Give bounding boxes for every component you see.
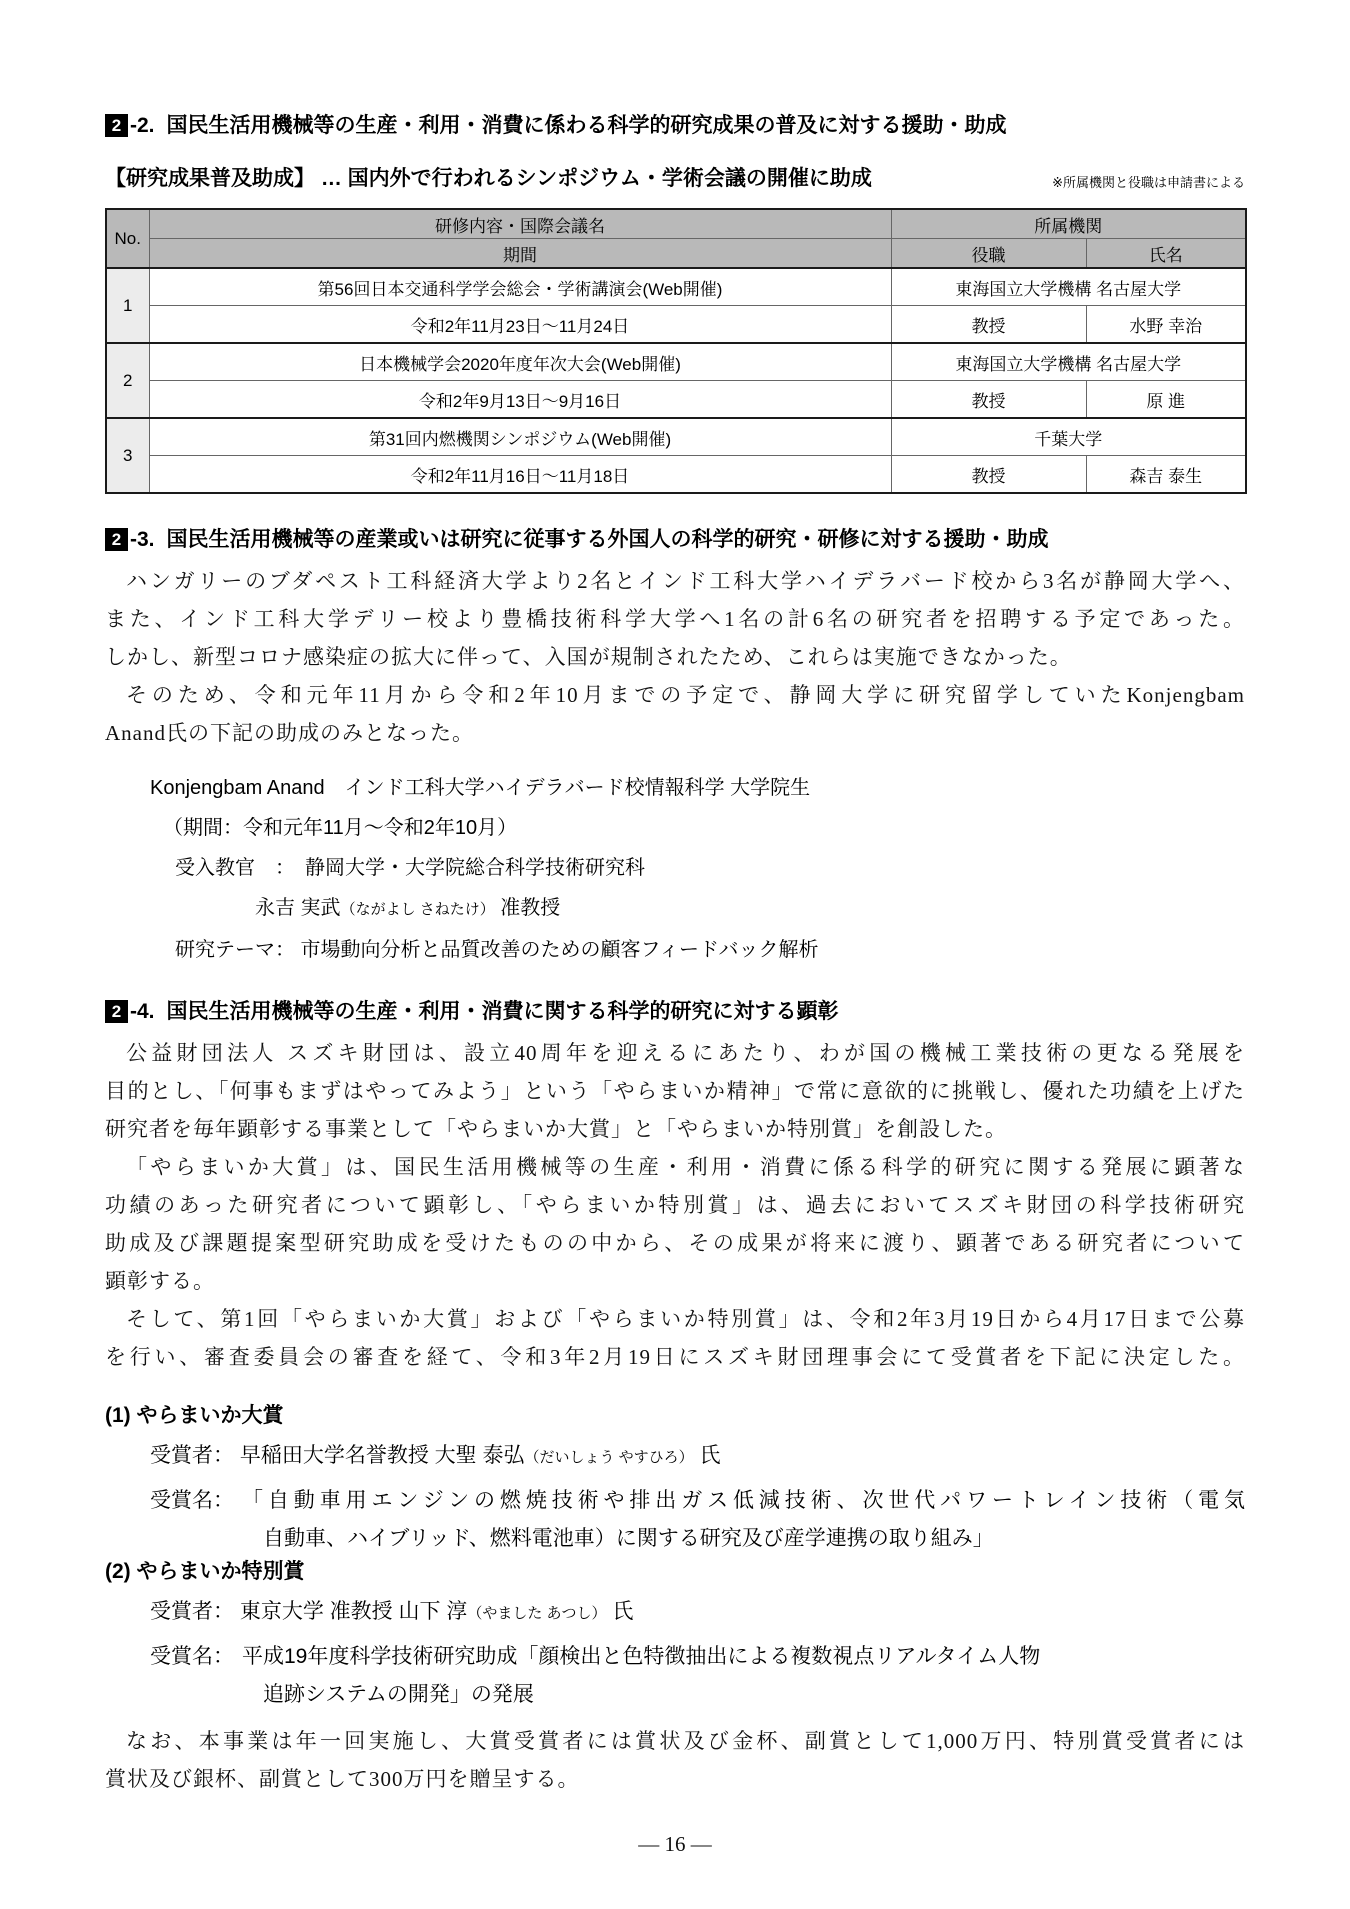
award-1-recipient [105, 1440, 1245, 1474]
recipient-name: 早稲田大学名誉教授 大聖 泰弘 [234, 1444, 525, 1467]
paragraph-line: を行い、審査委員会の審査を経て、令和3年2月19日にスズキ財団理事会にて受賞者を下記に決定した。 [105, 1345, 1245, 1369]
row-no: 1 [106, 268, 149, 343]
row-position: 教授 [891, 456, 1086, 494]
section-heading-2-3 [105, 526, 1245, 554]
row-affiliation: 千葉大学 [891, 418, 1246, 456]
table-row [106, 456, 1246, 494]
recipient-furigana: （やました あつし） [467, 1605, 607, 1622]
header-position: 役職 [891, 239, 1086, 269]
section-number: -2. [130, 114, 155, 137]
header-affiliation: 所属機関 [891, 209, 1246, 239]
table-row [106, 343, 1246, 381]
researcher-name-line: Konjengbam Anand インド工科大学ハイデラバード校情報科学 大学院生 [150, 777, 811, 799]
award-2-recipient [105, 1596, 1245, 1630]
recipient-name: 東京大学 准教授 山下 淳 [234, 1600, 468, 1623]
paragraph [105, 562, 1245, 676]
row-affiliation: 東海国立大学機構 名古屋大学 [891, 343, 1246, 381]
section-number: -4. [130, 1000, 155, 1023]
subtitle-row [105, 164, 1245, 194]
paragraph-line: 顕彰する。 [105, 1269, 215, 1293]
host-professor-line [105, 888, 1245, 930]
recipient-label: 受賞者： [150, 1444, 234, 1467]
section-number-badge: 2 [105, 114, 128, 137]
section-heading-2-2 [105, 112, 1245, 140]
award-name-body [242, 1482, 1245, 1558]
row-period: 令和2年11月23日～11月24日 [149, 306, 891, 344]
recipient-suffix: 氏 [693, 1444, 721, 1467]
host-professor-name: 永吉 実武 [255, 897, 341, 919]
paragraph [105, 676, 1245, 752]
award-name-label: 受賞名： [150, 1645, 234, 1668]
section-number-badge: 2 [105, 1000, 128, 1023]
header-name: 氏名 [1086, 239, 1246, 269]
row-name: 森吉 泰生 [1086, 456, 1246, 494]
paragraph-line: 研究者を毎年顕彰する事業として「やらまいか大賞」と「やらまいか特別賞」を創設した。 [105, 1117, 1007, 1141]
section-number-badge: 2 [105, 528, 128, 551]
paragraph-line: そして、第1回「やらまいか大賞」および「やらまいか特別賞」は、令和2年3月19日から4月17日まで公募 [126, 1307, 1245, 1331]
host-professor-title: 准教授 [494, 897, 561, 919]
award-name-line: 平成19年度科学技術研究助成「顔検出と色特徴抽出による複数視点リアルタイム人物 [242, 1645, 1041, 1668]
row-content: 第56回日本交通科学学会総会・学術講演会(Web開催) [149, 268, 891, 306]
paragraph-line: なお、本事業は年一回実施し、大賞受賞者には賞状及び金杯、副賞として1,000万円、特別賞受賞者には [126, 1729, 1245, 1753]
row-affiliation: 東海国立大学機構 名古屋大学 [891, 268, 1246, 306]
page-number: — 16 — [638, 1832, 712, 1856]
grant-table [105, 208, 1247, 494]
researcher-period-line: （期間：令和元年11月～令和2年10月） [163, 817, 518, 839]
header-content: 研修内容・国際会議名 [149, 209, 891, 239]
grant-subtitle: 【研究成果普及助成】 … 国内外で行われるシンポジウム・学術会議の開催に助成 [105, 167, 872, 190]
recipient-label: 受賞者： [150, 1600, 234, 1623]
paragraph-line: しかし、新型コロナ感染症の拡大に伴って、入国が規制されたため、これらは実施できなかった。 [105, 645, 1072, 669]
award-1-heading: (1) やらまいか大賞 [105, 1404, 284, 1427]
table-header [106, 209, 1246, 268]
table-row [106, 268, 1246, 306]
paragraph-line: また、インド工科大学デリー校より豊橋技術科学大学へ1名の計6名の研究者を招聘する予定であった。 [105, 607, 1245, 631]
row-no: 3 [106, 418, 149, 493]
row-no: 2 [106, 343, 149, 418]
table-row [106, 381, 1246, 419]
award-name-label: 受賞名： [150, 1489, 234, 1512]
paragraph-line: 賞状及び銀杯、副賞として300万円を贈呈する。 [105, 1767, 580, 1791]
row-name: 原 進 [1086, 381, 1246, 419]
recipient-suffix: 氏 [606, 1600, 634, 1623]
section-title: 国民生活用機械等の生産・利用・消費に係わる科学的研究成果の普及に対する援助・助成 [166, 114, 1007, 137]
award-name-line: 追跡システムの開発」の発展 [263, 1683, 534, 1706]
paragraph-line: 助成及び課題提案型研究助成を受けたものの中から、その成果が将来に渡り、顕著である研究者について [105, 1231, 1245, 1255]
row-name: 水野 幸治 [1086, 306, 1246, 344]
row-content: 日本機械学会2020年度年次大会(Web開催) [149, 343, 891, 381]
award-2-name [105, 1638, 1245, 1714]
award-name-body [242, 1638, 1245, 1714]
award-name-line: 自動車、ハイブリッド、燃料電池車）に関する研究及び産学連携の取り組み」 [263, 1527, 994, 1550]
header-period: 期間 [149, 239, 891, 269]
table-row [106, 306, 1246, 344]
paragraph-line: Anand氏の下記の助成のみとなった。 [105, 721, 474, 745]
section-title: 国民生活用機械等の産業或いは研究に従事する外国人の科学的研究・研修に対する援助・助成 [166, 528, 1049, 551]
table-note: ※所属機関と役職は申請書による [1052, 175, 1245, 190]
paragraph-line: ハンガリーのブダペスト工科経済大学より2名とインド工科大学ハイデラバード校から3名が静岡大学へ、 [126, 569, 1245, 593]
section-number: -3. [130, 528, 155, 551]
researcher-detail [105, 768, 1245, 970]
paragraph [105, 1148, 1245, 1300]
row-position: 教授 [891, 306, 1086, 344]
row-period: 令和2年9月13日～9月16日 [149, 381, 891, 419]
row-position: 教授 [891, 381, 1086, 419]
paragraph-line: 公益財団法人 スズキ財団は、設立40周年を迎えるにあたり、わが国の機械工業技術の更なる発展を [126, 1041, 1245, 1065]
row-period: 令和2年11月16日～11月18日 [149, 456, 891, 494]
paragraph [105, 1034, 1245, 1148]
row-content: 第31回内燃機関シンポジウム(Web開催) [149, 418, 891, 456]
award-2-heading: (2) やらまいか特別賞 [105, 1560, 305, 1583]
award-name-line: 「自動車用エンジンの燃焼技術や排出ガス低減技術、次世代パワートレイン技術（電気 [242, 1489, 1245, 1512]
closing-paragraph [105, 1722, 1245, 1798]
paragraph-line: 「やらまいか大賞」は、国民生活用機械等の生産・利用・消費に係る科学的研究に関する発展に顕著な [126, 1155, 1245, 1179]
page-content [0, 112, 1350, 1798]
paragraph-line: そのため、令和元年11月から令和2年10月までの予定で、静岡大学に研究留学していたKonjengbam [126, 683, 1245, 707]
paragraph-line: 目的とし、「何事もまずはやってみよう」という「やらまいか精神」で常に意欲的に挑戦し、優れた功績を上げた [105, 1079, 1245, 1103]
header-no: No. [106, 209, 149, 268]
host-institution-line: 受入教官 ： 静岡大学・大学院総合科学技術研究科 [175, 857, 645, 879]
table-row [106, 418, 1246, 456]
recipient-furigana: （だいしょう やすひろ） [524, 1449, 694, 1466]
paragraph [105, 1300, 1245, 1376]
section-title: 国民生活用機械等の生産・利用・消費に関する科学的研究に対する顕彰 [166, 1000, 839, 1023]
host-professor-furigana: （ながよし さねたけ） [340, 901, 495, 918]
award-1-name [105, 1482, 1245, 1558]
section-heading-2-4 [105, 998, 1245, 1026]
research-theme-line: 研究テーマ： 市場動向分析と品質改善のための顧客フィードバック解析 [175, 939, 819, 961]
paragraph-line: 功績のあった研究者について顕彰し、「やらまいか特別賞」は、過去においてスズキ財団の科学技術研究 [105, 1193, 1245, 1217]
